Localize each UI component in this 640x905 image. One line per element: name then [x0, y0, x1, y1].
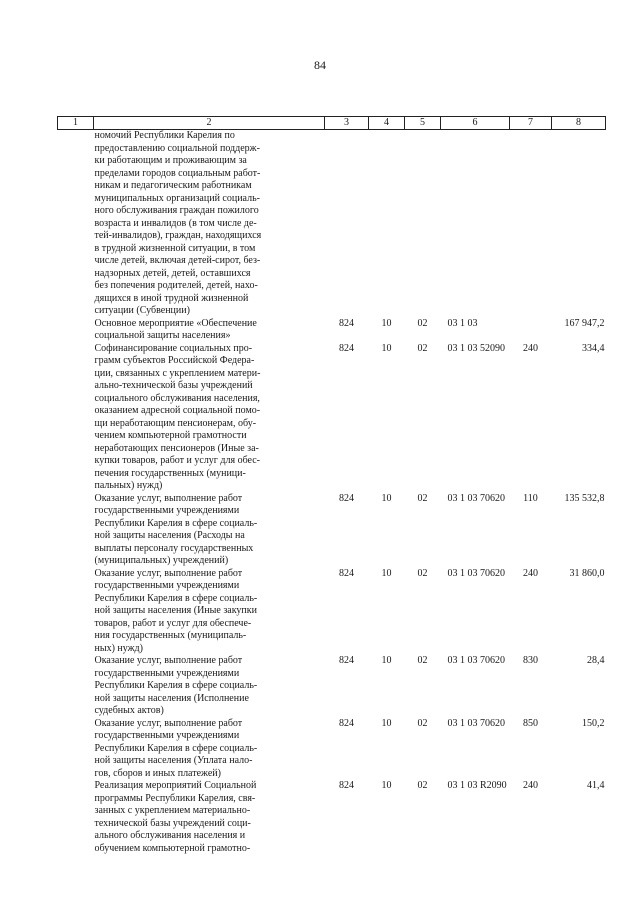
table-row	[58, 655, 606, 718]
row-description: Основное мероприятие «Обеспечение социальной защиты населения»	[94, 317, 257, 341]
cell-ministry: 824	[339, 717, 354, 729]
cell-ministry: 824	[339, 567, 354, 579]
table-header-row	[58, 117, 606, 130]
header-col-8: 8	[552, 117, 606, 130]
cell-target-article: 03 1 03 70620	[447, 492, 505, 504]
cell-ministry: 824	[339, 342, 354, 354]
cell-subsection: 02	[417, 317, 428, 329]
table-row	[58, 718, 606, 781]
cell-ministry: 824	[339, 317, 354, 329]
header-col-6: 6	[441, 117, 510, 130]
cell-amount: 135 532,8	[564, 492, 605, 504]
cell-subsection: 02	[417, 567, 428, 579]
cell-target-article: 03 1 03 R2090	[447, 780, 507, 791]
cell-expense-type	[510, 318, 552, 343]
cell-section: 10	[381, 655, 392, 666]
row-description: Реализация мероприятий Социальной программы Республики Карелия, свя- занных с укреплением материально- технической базы учреждений соци- ального обслуживания населения и обучением компьютерной грамотно-	[94, 780, 257, 854]
table-row	[58, 343, 606, 493]
cell-expense-type: 240	[523, 567, 538, 579]
cell-subsection: 02	[417, 717, 428, 729]
header-col-7: 7	[510, 117, 552, 130]
cell-ministry: 824	[339, 492, 354, 504]
table-row	[58, 318, 606, 343]
row-description: Софинансирование социальных про- грамм субъектов Российской Федера- ции, связанных с укреплением матери- ально-технической базы учреждений социального обслуживания населения, оказанием адресной социальной помо- щи неработающим пенсионерам, обу- чением компьютерной грамотности неработающих пенсионеров (Иные за- купки товаров, работ и услуг для обес- печения государственных (муници- пальных) нужд)	[94, 342, 261, 491]
cell-expense-type: 240	[523, 342, 538, 354]
cell-target-article	[441, 130, 510, 318]
table-row	[58, 568, 606, 656]
row-description: Оказание услуг, выполнение работ государственными учреждениями Республики Карелия в сфере социаль- ной защиты населения (Уплата нало- гов, сборов и иных платежей)	[94, 717, 258, 779]
cell-section	[369, 130, 405, 318]
cell-section: 10	[381, 492, 392, 504]
cell-expense-type	[510, 130, 552, 318]
cell-section: 10	[381, 342, 392, 354]
table-row	[58, 130, 606, 318]
cell-subsection: 02	[417, 492, 428, 504]
table-row	[58, 493, 606, 568]
cell-section: 10	[381, 717, 392, 729]
cell-subsection: 02	[417, 342, 428, 354]
cell-ministry	[325, 130, 369, 318]
cell-expense-type: 110	[523, 492, 538, 504]
cell-section: 10	[381, 780, 392, 791]
cell-expense-type: 830	[523, 655, 538, 666]
cell-subsection: 02	[417, 780, 428, 791]
cell-expense-type: 850	[523, 717, 538, 729]
cell-section: 10	[381, 317, 392, 329]
row-description: Оказание услуг, выполнение работ государственными учреждениями Республики Карелия в сфере социаль- ной защиты населения (Расходы на выплаты персоналу государственных (муниципальных) учреждений)	[94, 492, 258, 566]
cell-subsection	[405, 130, 441, 318]
cell-ministry: 824	[339, 780, 354, 791]
cell-target-article: 03 1 03	[447, 317, 478, 329]
cell-target-article: 03 1 03 70620	[447, 717, 505, 729]
page-number: 84	[314, 58, 326, 72]
header-col-2: 2	[94, 117, 325, 130]
row-description: Оказание услуг, выполнение работ государственными учреждениями Республики Карелия в сфере социаль- ной защиты населения (Исполнение судебных актов)	[94, 655, 258, 716]
cell-ministry: 824	[339, 655, 354, 666]
cell-target-article: 03 1 03 70620	[447, 655, 505, 666]
cell-subsection: 02	[417, 655, 428, 666]
header-col-1: 1	[58, 117, 94, 130]
cell-target-article: 03 1 03 52090	[447, 342, 505, 354]
cell-amount: 167 947,2	[564, 317, 605, 329]
header-col-5: 5	[405, 117, 441, 130]
cell-expense-type: 240	[523, 780, 538, 791]
budget-table	[57, 116, 606, 855]
cell-amount: 41,4	[587, 780, 605, 791]
row-description: номочий Республики Карелия по предоставлению социальной поддерж- ки работающим и проживающим за пределами городов социальным работ- никам и педагогическим работникам муниципальных организаций социаль- ного обслуживания граждан пожилого возраста и инвалидов (в том числе де- тей-инвалидов), граждан, находящихся в трудной жизненной ситуации, в том числе детей, включая детей-сирот, без- надзорных детей, детей, оставшихся без попечения родителей, детей, нахо- дящихся в иной трудной жизненной ситуации (Субвенции)	[94, 130, 262, 316]
cell-amount	[552, 130, 606, 318]
header-col-3: 3	[325, 117, 369, 130]
header-col-4: 4	[369, 117, 405, 130]
cell-amount: 150,2	[582, 717, 605, 729]
cell-amount: 28,4	[587, 655, 605, 666]
cell-amount: 31 860,0	[569, 567, 605, 579]
cell-section: 10	[381, 567, 392, 579]
cell-target-article: 03 1 03 70620	[447, 567, 505, 579]
table-row	[58, 780, 606, 855]
row-description: Оказание услуг, выполнение работ государственными учреждениями Республики Карелия в сфере социаль- ной защиты населения (Иные закупки товаров, работ и услуг для обеспече- ния государственных (муниципаль- ных) нужд)	[94, 567, 258, 654]
cell-amount: 334,4	[582, 342, 605, 354]
